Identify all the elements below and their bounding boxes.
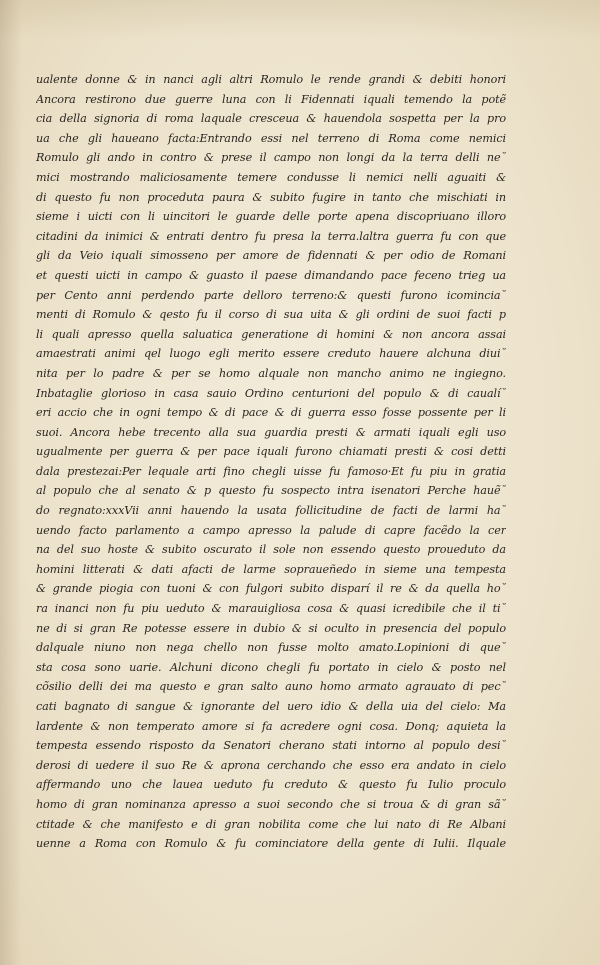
text-line: cia della signoria di roma laquale cresceua & hauendola sospetta per la pro xyxy=(36,112,506,126)
text-line: na del suo hoste & subito oscurato il sole non essendo questo proueduto da xyxy=(36,543,506,557)
gutter-shadow xyxy=(0,0,22,965)
text-line: dala prestezai:Per lequale arti fino chegli uisse fu famoso·Et fu piu in gratia xyxy=(36,464,506,478)
text-line: menti di Romulo & qesto fu il corso di sua uita & gli ordini de suoi facti p xyxy=(36,308,506,322)
text-line: lardente & non temperato amore si fa acredere ogni cosa. Donq; aquieta la xyxy=(36,719,506,733)
text-line: do regnato:xxxVii anni hauendo la usata follicitudine de facti de larmi ha˘ xyxy=(36,504,506,518)
text-line: Inbataglie glorioso in casa sauio Ordino centurioni del populo & di caualí˘ xyxy=(36,386,506,400)
text-line: et questi uicti in campo & guasto il paese dimandando pace feceno trieg ua xyxy=(36,268,506,282)
text-line: sta cosa sono uarie. Alchuni dicono chegli fu portato in cielo & posto nel xyxy=(36,660,506,674)
text-line: dalquale niuno non nega chello non fusse molto amato.Lopinioni di que˘ xyxy=(36,641,506,655)
text-line: cõsilio delli dei ma questo e gran salto auno homo armato agrauato di pec˘ xyxy=(36,680,506,694)
text-line: per Cento anni perdendo parte delloro terreno:& questi furono icomincia˘ xyxy=(36,288,506,302)
text-line: cati bagnato di sangue & ignorante del uero idio & della uia del cielo: Ma xyxy=(36,700,506,713)
text-line: ualente donne & in nanci agli altri Romulo le rende grandi & debiti honori xyxy=(36,73,506,86)
text-line: suoi. Ancora hebe trecento alla sua guardia presti & armati iquali egli uso xyxy=(36,425,506,439)
text-line: eri accio che in ogni tempo & di pace & di guerra esso fosse possente per li xyxy=(36,406,506,420)
text-line: homo di gran nominanza apresso a suoi secondo che si troua & di gran sã˘ xyxy=(36,797,506,811)
paper-stain xyxy=(0,0,600,40)
text-line: ne di si gran Re potesse essere in dubio & si oculto in presencia del populo xyxy=(36,621,506,635)
text-line: uenne a Roma con Romulo & fu cominciatore della gente di Iulii. Ilquale xyxy=(36,837,506,851)
text-line: ctitade & che manifesto e di gran nobilita come che lui nato di Re Albani xyxy=(36,817,506,831)
text-line: di questo fu non proceduta paura & subito fugire in tanto che mischiati in xyxy=(36,190,506,204)
text-block xyxy=(36,70,506,854)
text-line: ra inanci non fu piu ueduto & marauigliosa cosa & quasi icredibile che il ti˘ xyxy=(36,602,506,616)
text-line: mici mostrando maliciosamente temere condusse li nemici nelli aguaiti & xyxy=(36,170,506,184)
text-line: & grande piogia con tuoni & con fulgori subito disparí il re & da quella ho˘ xyxy=(36,582,506,596)
text-line: li quali apresso quella saluatica generatione di homini & non ancora assai xyxy=(36,327,506,341)
text-line: tempesta essendo risposto da Senatori cherano stati intorno al populo desi˘ xyxy=(36,739,506,753)
text-line: affermando uno che lauea ueduto fu creduto & questo fu Iulio proculo xyxy=(36,778,506,792)
text-line: al populo che al senato & p questo fu sospecto intra isenatori Perche hauẽ˘ xyxy=(36,484,506,498)
text-line: derosi di uedere il suo Re & aprona cerchando che esso era andato in cielo xyxy=(36,758,506,772)
text-line: ua che gli haueano facta:Entrando essi nel terreno di Roma come nemici xyxy=(36,131,506,145)
text-line: amaestrati animi qel luogo egli merito essere creduto hauere alchuna diui˘ xyxy=(36,347,506,361)
text-line: ugualmente per guerra & per pace iquali furono chiamati presti & cosi detti xyxy=(36,445,506,459)
text-line: Ancora restirono due guerre luna con li Fidennati iquali temendo la potẽ xyxy=(36,92,506,106)
text-line: nita per lo padre & per se homo alquale non mancho animo ne ingiegno. xyxy=(36,366,506,380)
text-line: sieme i uicti con li uincitori le guarde delle porte apena discopriuano illoro xyxy=(36,210,506,224)
text-line: Romulo gli ando in contro & prese il campo non longi da la terra delli ne˘ xyxy=(36,151,506,165)
text-line: gli da Veio iquali simosseno per amore de fidennati & per odio de Romani xyxy=(36,249,506,263)
text-line: homini litterati & dati afacti de larme sopraueñedo in sieme una tempesta xyxy=(36,562,506,576)
text-line: uendo facto parlamento a campo apresso la palude di capre facẽdo la cer xyxy=(36,523,506,537)
text-line: citadini da inimici & entrati dentro fu presa la terra.laltra guerra fu con que xyxy=(36,229,506,243)
